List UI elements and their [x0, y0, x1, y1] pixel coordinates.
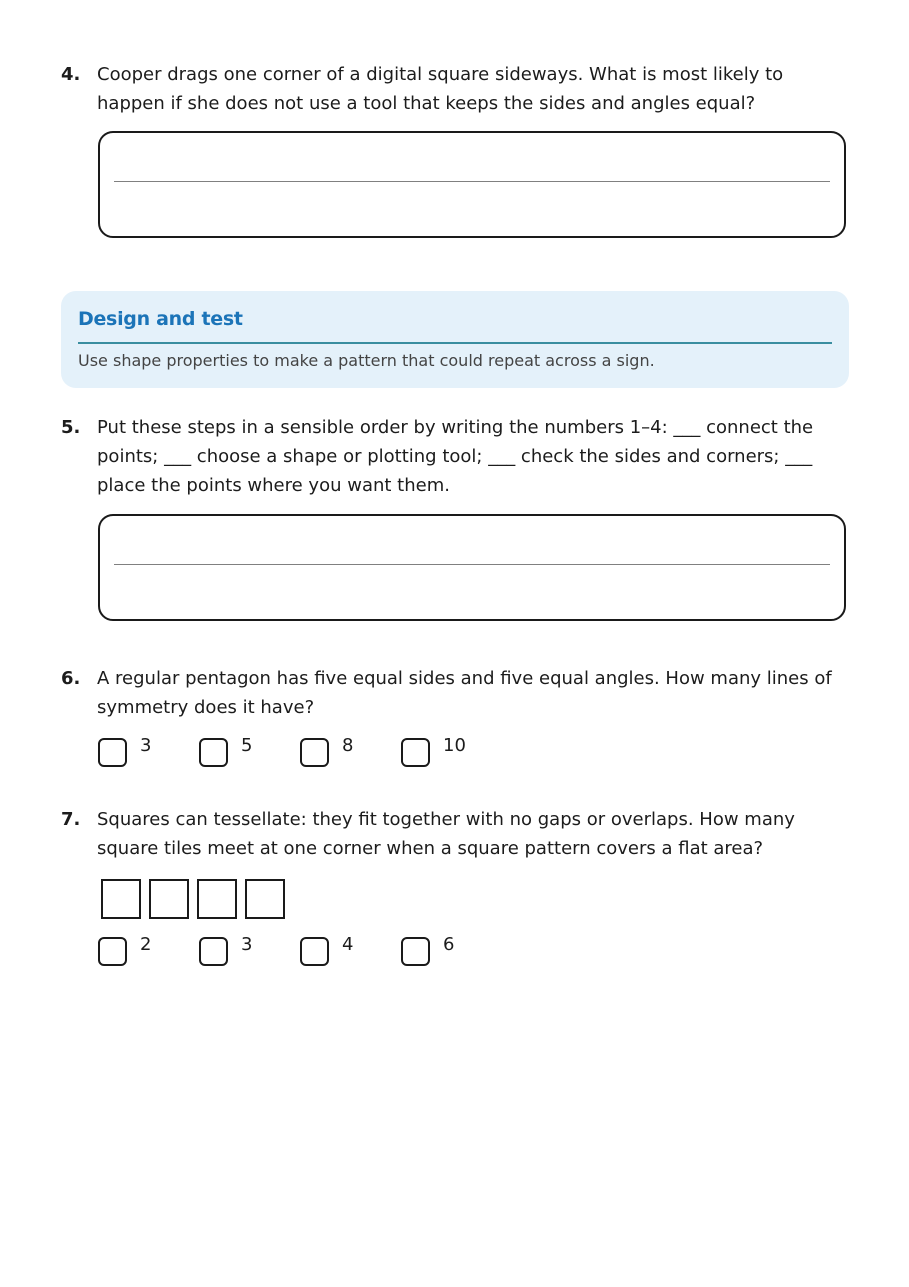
checkbox[interactable]: [199, 738, 228, 767]
checkbox[interactable]: [199, 937, 228, 966]
option-label: 2: [140, 934, 152, 955]
banner-text: Use shape properties to make a pattern that could repeat across a sign.: [78, 351, 655, 370]
option-label: 10: [443, 735, 466, 756]
option-label: 6: [443, 934, 455, 955]
checkbox[interactable]: [401, 937, 430, 966]
banner-title: Design and test: [78, 308, 243, 330]
checkbox[interactable]: [98, 738, 127, 767]
square-tile: [149, 879, 189, 919]
option-label: 3: [241, 934, 253, 955]
square-tile: [245, 879, 285, 919]
option-label: 8: [342, 735, 354, 756]
square-tile: [197, 879, 237, 919]
checkbox[interactable]: [300, 937, 329, 966]
banner-divider: [78, 342, 832, 344]
question-4-number: 4.: [61, 64, 81, 85]
square-tile: [101, 879, 141, 919]
question-5-number: 5.: [61, 417, 81, 438]
design-and-test-banner: [61, 291, 849, 388]
option-label: 3: [140, 735, 152, 756]
option-label: 5: [241, 735, 253, 756]
option-label: 4: [342, 934, 354, 955]
question-6-text: A regular pentagon has five equal sides and five equal angles. How many lines of symmetry does it have?: [97, 668, 832, 718]
checkbox[interactable]: [98, 937, 127, 966]
question-7-number: 7.: [61, 809, 81, 830]
question-6-number: 6.: [61, 668, 81, 689]
question-4-text: Cooper drags one corner of a digital square sideways. What is most likely to happen if she does not use a tool that keeps the sides and angles equal?: [97, 64, 784, 114]
checkbox[interactable]: [401, 738, 430, 767]
answer-line: [114, 564, 830, 565]
question-7-text: Squares can tessellate: they fit together with no gaps or overlaps. How many square tiles meet at one corner when a square pattern covers a flat area?: [97, 809, 795, 859]
answer-line: [114, 181, 830, 182]
question-5-text: Put these steps in a sensible order by writing the numbers 1–4: ___ connect the points; ___ choose a shape or plotting tool; ___ check the sides and corners; ___ place the points where you want them.: [97, 417, 814, 496]
question-5-answer-box[interactable]: [98, 514, 846, 621]
checkbox[interactable]: [300, 738, 329, 767]
question-4-answer-box[interactable]: [98, 131, 846, 238]
